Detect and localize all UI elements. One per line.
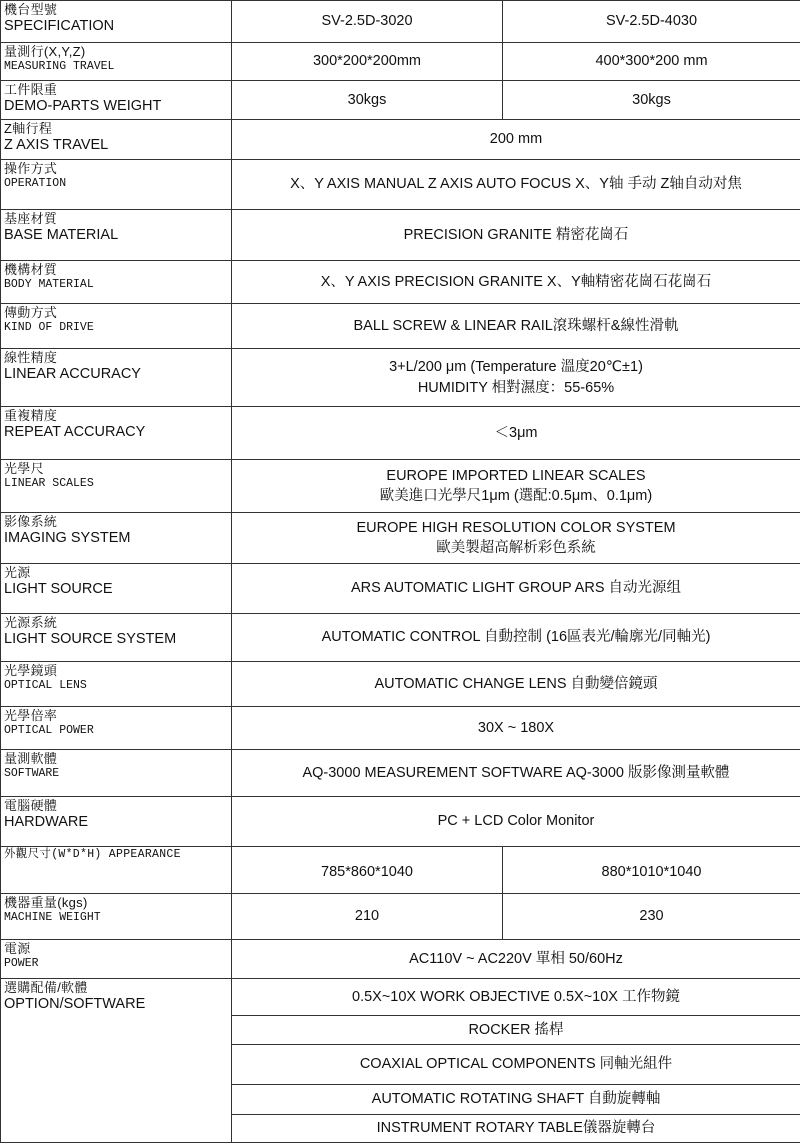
option-item: 0.5X~10X WORK OBJECTIVE 0.5X~10X 工作物鏡 xyxy=(232,979,800,1016)
value-shared: 200 mm xyxy=(232,120,800,160)
value-line-2: 歐美製超高解析彩色系統 xyxy=(232,538,800,558)
row-parts-weight xyxy=(1,81,800,120)
label-cell xyxy=(1,614,232,662)
label-cell xyxy=(1,797,232,847)
value-model-2: SV-2.5D-4030 xyxy=(503,1,800,43)
label-cell xyxy=(1,894,232,940)
value-line-2: 歐美進口光學尺1μm (選配:0.5μm、0.1μm) xyxy=(232,486,800,506)
label-cell xyxy=(1,210,232,261)
label-zh: 機台型號 xyxy=(4,2,229,18)
row-power xyxy=(1,940,800,979)
label-cell xyxy=(1,160,232,210)
row-appearance xyxy=(1,847,800,894)
label-en: LIGHT SOURCE SYSTEM xyxy=(4,631,229,649)
label-cell xyxy=(1,564,232,614)
row-z-axis-travel xyxy=(1,120,800,160)
value-model-1: 30kgs xyxy=(232,81,503,120)
row-light-source xyxy=(1,564,800,614)
label-en: Z AXIS TRAVEL xyxy=(4,137,229,155)
option-item: ROCKER 搖桿 xyxy=(232,1016,800,1045)
label-cell xyxy=(1,707,232,750)
row-software xyxy=(1,750,800,797)
label-cell xyxy=(1,750,232,797)
label-cell xyxy=(1,460,232,513)
label-cell xyxy=(1,940,232,979)
label-en: POWER xyxy=(4,957,229,971)
label-zh: 重複精度 xyxy=(4,408,229,424)
label-cell xyxy=(1,304,232,349)
label-zh: 光學鏡頭 xyxy=(4,663,229,679)
row-linear-accuracy xyxy=(1,349,800,407)
value-model-2: 880*1010*1040 xyxy=(503,847,800,894)
value-model-2: 30kgs xyxy=(503,81,800,120)
option-item: COAXIAL OPTICAL COMPONENTS 同軸光組件 xyxy=(232,1045,800,1085)
row-linear-scales xyxy=(1,460,800,513)
label-zh: Z軸行程 xyxy=(4,121,229,137)
value-shared: PRECISION GRANITE 精密花崗石 xyxy=(232,210,800,261)
label-zh: 電源 xyxy=(4,941,229,957)
value-model-1: 210 xyxy=(232,894,503,940)
value-shared: 30X ~ 180X xyxy=(232,707,800,750)
label-cell xyxy=(1,261,232,304)
value-model-1: 300*200*200mm xyxy=(232,43,503,81)
label-zh: 傳動方式 xyxy=(4,305,229,321)
row-optical-lens xyxy=(1,662,800,707)
row-body-material xyxy=(1,261,800,304)
label-en: SOFTWARE xyxy=(4,767,229,781)
row-optical-power xyxy=(1,707,800,750)
value-shared: AUTOMATIC CHANGE LENS 自動變倍鏡頭 xyxy=(232,662,800,707)
row-option xyxy=(1,979,800,1016)
label-cell xyxy=(1,1,232,43)
row-light-source-system xyxy=(1,614,800,662)
value-line-2: HUMIDITY 相對濕度：55-65% xyxy=(232,378,800,398)
label-zh-en: 外觀尺寸(W*D*H) APPEARANCE xyxy=(4,848,229,862)
row-hardware xyxy=(1,797,800,847)
label-en: OPTICAL POWER xyxy=(4,724,229,738)
label-en: SPECIFICATION xyxy=(4,18,229,36)
row-machine-weight xyxy=(1,894,800,940)
label-en: DEMO-PARTS WEIGHT xyxy=(4,98,229,116)
label-cell xyxy=(1,979,232,1143)
row-imaging-system xyxy=(1,513,800,564)
label-en: BASE MATERIAL xyxy=(4,227,229,245)
label-zh: 光學倍率 xyxy=(4,708,229,724)
label-en: KIND OF DRIVE xyxy=(4,321,229,335)
label-en: REPEAT ACCURACY xyxy=(4,424,229,442)
value-line-1: EUROPE IMPORTED LINEAR SCALES xyxy=(232,466,800,486)
value-shared: ＜3μm xyxy=(232,407,800,460)
label-en: LINEAR SCALES xyxy=(4,477,229,491)
value-shared: ARS AUTOMATIC LIGHT GROUP ARS 自动光源组 xyxy=(232,564,800,614)
label-cell xyxy=(1,513,232,564)
value-shared: BALL SCREW & LINEAR RAIL滾珠螺杆&線性滑軌 xyxy=(232,304,800,349)
label-en: MEASURING TRAVEL xyxy=(4,60,229,74)
label-zh: 基座材質 xyxy=(4,211,229,227)
value-shared: PC + LCD Color Monitor xyxy=(232,797,800,847)
label-zh: 選購配備/軟體 xyxy=(4,980,229,996)
label-cell xyxy=(1,120,232,160)
label-zh: 量測軟體 xyxy=(4,751,229,767)
label-cell xyxy=(1,81,232,120)
label-zh: 線性精度 xyxy=(4,350,229,366)
option-item: INSTRUMENT ROTARY TABLE儀器旋轉台 xyxy=(232,1115,800,1143)
value-shared: AC110V ~ AC220V 單相 50/60Hz xyxy=(232,940,800,979)
label-zh: 影像系統 xyxy=(4,514,229,530)
row-repeat-accuracy xyxy=(1,407,800,460)
row-operation xyxy=(1,160,800,210)
value-line-1: EUROPE HIGH RESOLUTION COLOR SYSTEM xyxy=(232,518,800,538)
value-shared: AUTOMATIC CONTROL 自動控制 (16區表光/輪廓光/同軸光) xyxy=(232,614,800,662)
label-zh: 電腦硬體 xyxy=(4,798,229,814)
label-en: LIGHT SOURCE xyxy=(4,581,229,599)
label-zh: 光學尺 xyxy=(4,461,229,477)
label-en: OPERATION xyxy=(4,177,229,191)
row-measuring-travel xyxy=(1,43,800,81)
label-zh: 工件限重 xyxy=(4,82,229,98)
label-zh: 操作方式 xyxy=(4,161,229,177)
label-cell xyxy=(1,43,232,81)
value-line-1: 3+L/200 μm (Temperature 溫度20℃±1) xyxy=(232,357,800,377)
value-shared: X、Y AXIS MANUAL Z AXIS AUTO FOCUS X、Y轴 手动 Z轴自动对焦 xyxy=(232,160,800,210)
option-item: AUTOMATIC ROTATING SHAFT 自動旋轉軸 xyxy=(232,1085,800,1115)
label-en: OPTION/SOFTWARE xyxy=(4,996,229,1014)
value-model-1: SV-2.5D-3020 xyxy=(232,1,503,43)
label-zh: 光源 xyxy=(4,565,229,581)
row-kind-of-drive xyxy=(1,304,800,349)
label-en: MACHINE WEIGHT xyxy=(4,911,229,925)
label-zh: 機構材質 xyxy=(4,262,229,278)
value-model-1: 785*860*1040 xyxy=(232,847,503,894)
value-shared xyxy=(232,513,800,564)
value-shared: AQ-3000 MEASUREMENT SOFTWARE AQ-3000 版影像測量軟體 xyxy=(232,750,800,797)
value-shared xyxy=(232,349,800,407)
label-en: IMAGING SYSTEM xyxy=(4,530,229,548)
label-cell xyxy=(1,847,232,894)
value-model-2: 230 xyxy=(503,894,800,940)
label-en: OPTICAL LENS xyxy=(4,679,229,693)
label-cell xyxy=(1,662,232,707)
label-en: HARDWARE xyxy=(4,814,229,832)
row-base-material xyxy=(1,210,800,261)
value-shared: X、Y AXIS PRECISION GRANITE X、Y軸精密花崗石花崗石 xyxy=(232,261,800,304)
value-shared xyxy=(232,460,800,513)
label-zh: 量測行(X,Y,Z) xyxy=(4,44,229,60)
label-cell xyxy=(1,407,232,460)
label-en: BODY MATERIAL xyxy=(4,278,229,292)
label-zh: 光源系統 xyxy=(4,615,229,631)
value-model-2: 400*300*200 mm xyxy=(503,43,800,81)
row-specification xyxy=(1,1,800,43)
label-en: LINEAR ACCURACY xyxy=(4,366,229,384)
label-zh: 機器重量(kgs) xyxy=(4,895,229,911)
label-cell xyxy=(1,349,232,407)
